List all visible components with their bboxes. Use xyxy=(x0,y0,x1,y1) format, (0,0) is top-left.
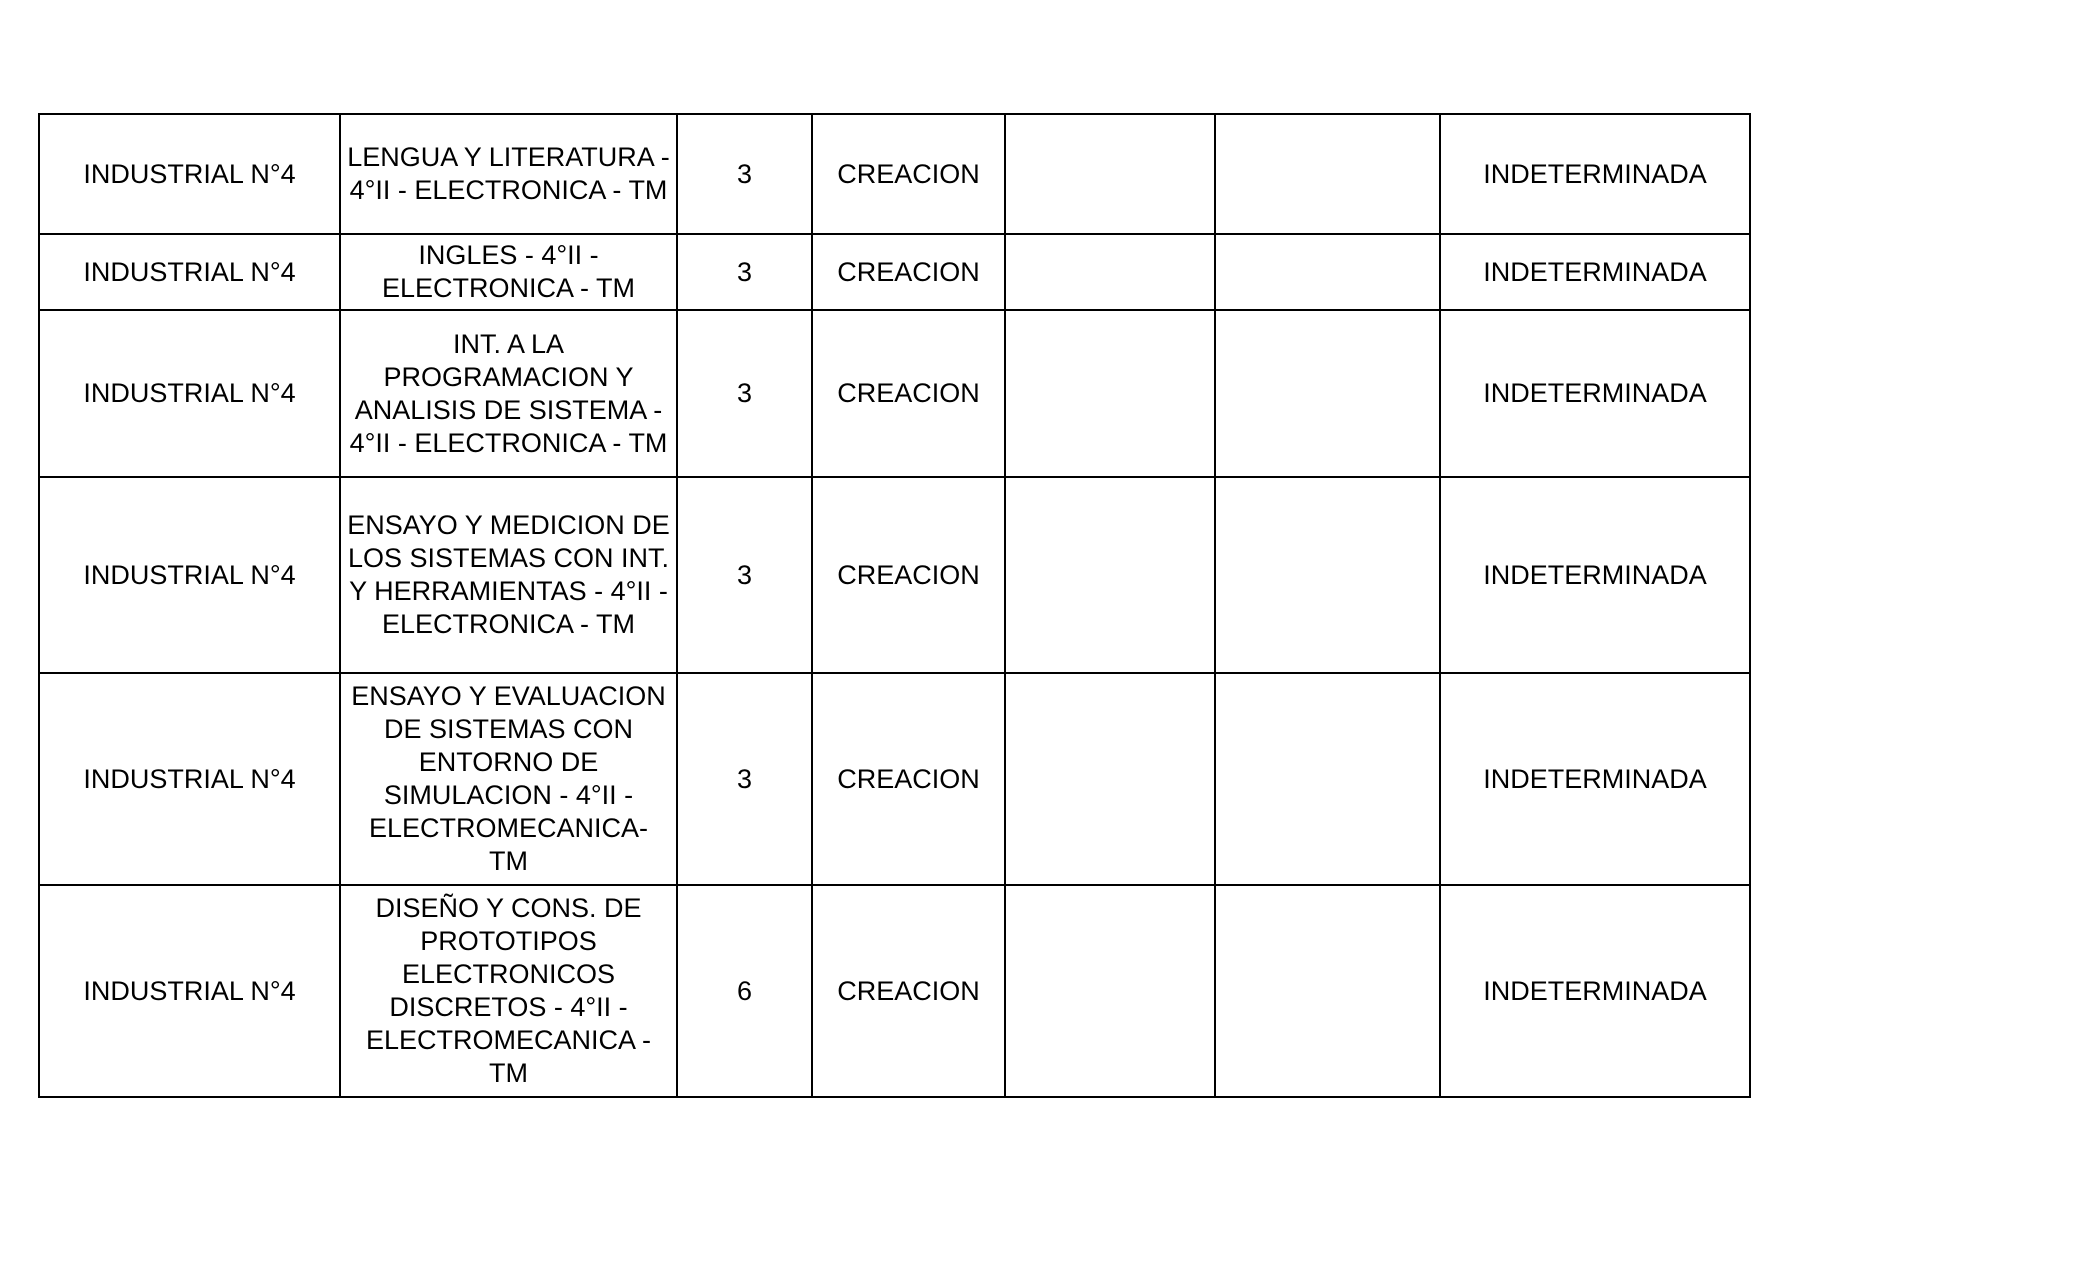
empty-cell xyxy=(1005,114,1215,234)
empty-cell xyxy=(1215,673,1440,885)
school-cell: INDUSTRIAL N°4 xyxy=(39,114,340,234)
empty-cell xyxy=(1215,885,1440,1097)
empty-cell xyxy=(1005,673,1215,885)
duration-cell: INDETERMINADA xyxy=(1440,310,1750,477)
duration-cell: INDETERMINADA xyxy=(1440,885,1750,1097)
duration-cell: INDETERMINADA xyxy=(1440,673,1750,885)
school-cell: INDUSTRIAL N°4 xyxy=(39,885,340,1097)
table-row xyxy=(39,310,1750,477)
empty-cell xyxy=(1215,114,1440,234)
school-cell: INDUSTRIAL N°4 xyxy=(39,477,340,673)
empty-cell xyxy=(1215,310,1440,477)
hours-cell: 3 xyxy=(677,310,812,477)
table-row xyxy=(39,477,1750,673)
table-row xyxy=(39,885,1750,1097)
hours-cell: 6 xyxy=(677,885,812,1097)
subject-cell: INT. A LA PROGRAMACION Y ANALISIS DE SISTEMA - 4°II - ELECTRONICA - TM xyxy=(340,310,677,477)
empty-cell xyxy=(1005,310,1215,477)
type-cell: CREACION xyxy=(812,114,1005,234)
empty-cell xyxy=(1005,885,1215,1097)
type-cell: CREACION xyxy=(812,885,1005,1097)
school-cell: INDUSTRIAL N°4 xyxy=(39,234,340,310)
type-cell: CREACION xyxy=(812,310,1005,477)
duration-cell: INDETERMINADA xyxy=(1440,477,1750,673)
empty-cell xyxy=(1005,234,1215,310)
subject-cell: ENSAYO Y MEDICION DE LOS SISTEMAS CON INT. Y HERRAMIENTAS - 4°II - ELECTRONICA - TM xyxy=(340,477,677,673)
table-row xyxy=(39,673,1750,885)
subject-cell: DISEÑO Y CONS. DE PROTOTIPOS ELECTRONICOS DISCRETOS - 4°II - ELECTROMECANICA - TM xyxy=(340,885,677,1097)
school-cell: INDUSTRIAL N°4 xyxy=(39,310,340,477)
table-row xyxy=(39,234,1750,310)
positions-table xyxy=(38,113,1751,1098)
type-cell: CREACION xyxy=(812,673,1005,885)
type-cell: CREACION xyxy=(812,477,1005,673)
subject-cell: INGLES - 4°II - ELECTRONICA - TM xyxy=(340,234,677,310)
hours-cell: 3 xyxy=(677,234,812,310)
type-cell: CREACION xyxy=(812,234,1005,310)
school-cell: INDUSTRIAL N°4 xyxy=(39,673,340,885)
duration-cell: INDETERMINADA xyxy=(1440,234,1750,310)
empty-cell xyxy=(1215,234,1440,310)
empty-cell xyxy=(1215,477,1440,673)
hours-cell: 3 xyxy=(677,673,812,885)
hours-cell: 3 xyxy=(677,477,812,673)
subject-cell: ENSAYO Y EVALUACION DE SISTEMAS CON ENTORNO DE SIMULACION - 4°II - ELECTROMECANICA- TM xyxy=(340,673,677,885)
empty-cell xyxy=(1005,477,1215,673)
subject-cell: LENGUA Y LITERATURA - 4°II - ELECTRONICA - TM xyxy=(340,114,677,234)
duration-cell: INDETERMINADA xyxy=(1440,114,1750,234)
hours-cell: 3 xyxy=(677,114,812,234)
table-row xyxy=(39,114,1750,234)
